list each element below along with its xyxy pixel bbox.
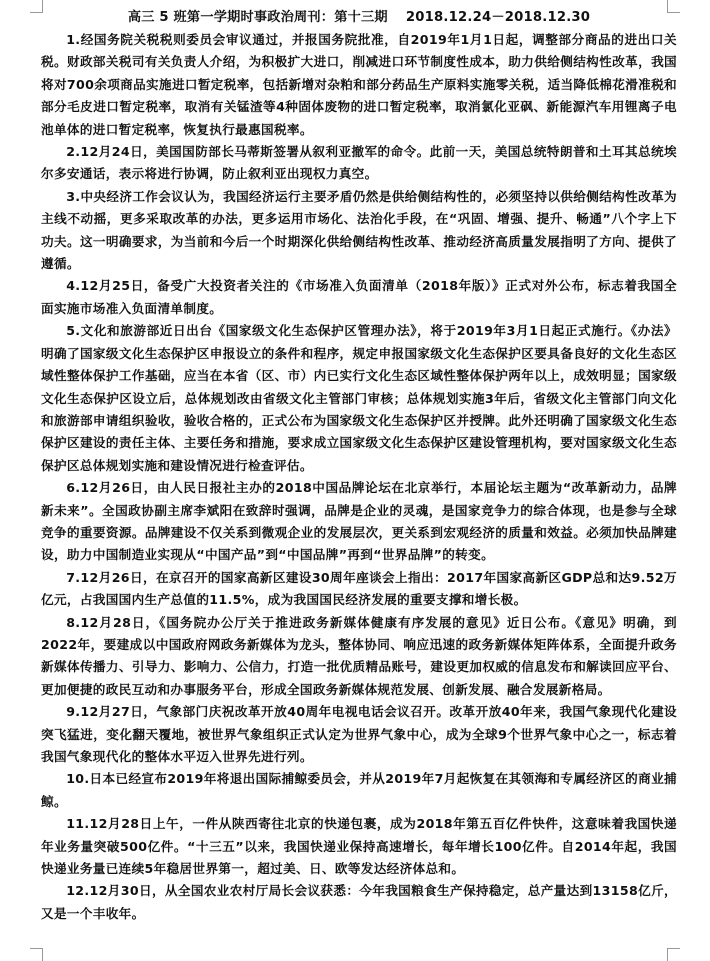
crop-mark-bottom-left [30,948,43,961]
news-item-3: 3.中央经济工作会议认为，我国经济运行主要矛盾仍然是供给侧结构性的，必须坚持以供给侧结构性改革为主线不动摇，更多采取改革的办法，更多运用市场化、法治化手段，在“巩固、增强、提升、畅通”八个字上下功夫。这一明确要求，为当前和今后一个时期深化供给侧结构性改革、推动经济高质量发展指明了方向、提供了遵循。 [41,188,677,272]
news-item-7: 7.12月26日，在京召开的国家高新区建设30周年座谈会上指出：2017年国家高新区GDP总和达9.52万亿元，占我国国内生产总值的11.5%，成为我国国民经济发展的重要支撑和增长极。 [41,569,677,608]
document-page [41,8,677,925]
news-item-10: 10.日本已经宣布2019年将退出国际捕鲸委员会，并从2019年7月起恢复在其领海和专属经济区的商业捕鲸。 [41,771,677,809]
news-item-6: 6.12月26日，由人民日报社主办的2018中国品牌论坛在北京举行，本届论坛主题为“改革新动力，品牌新未来”。全国政协副主席李斌阳在致辞时强调，品牌是企业的灵魂，是国家竞争力的综合体现，也是参与全球竞争的重要资源。品牌建设不仅关系到微观企业的发展层次，更关系到宏观经济的质量和效益。必须加快品牌建设，助力中国制造业实现从“中国产品”到“中国品牌”再到“世界品牌”的转变。 [41,480,677,563]
news-item-8: 8.12月28日，《国务院办公厅关于推进政务新媒体健康有序发展的意见》近日公布。《意见》明确，到2022年，要建成以中国政府网政务新媒体为龙头，整体协同、响应迅速的政务新媒体矩阵体系，全面提升政务新媒体传播力、引导力、影响力、公信力，打造一批优质精品账号，建设更加权威的信息发布和解读回应平台、更加便捷的政民互动和办事服务平台，形成全国政务新媒体规范发展、创新发展、融合发展新格局。 [41,614,677,697]
news-item-2: 2.12月24日，美国国防部长马蒂斯签署从叙利亚撤军的命令。此前一天，美国总统特朗普和土耳其总统埃尔多安通话，表示将进行协调，防止叙利亚出现权力真空。 [41,144,677,182]
news-item-12: 12.12月30日，从全国农业农村厅局长会议获悉：今年我国粮食生产保持稳定，总产量达到13158亿斤，又是一个丰收年。 [41,883,677,921]
news-item-11: 11.12月28日上午，一件从陕西寄往北京的快递包裹，成为2018年第五百亿件快件，这意味着我国快递年业务量突破500亿件。“十三五”以来，我国快递业保持高速增长，每年增长100亿件。自2014年起，我国快递业务量已连续5年稳居世界第一，超过美、日、欧等发达经济体总和。 [41,816,677,877]
news-item-5: 5.文化和旅游部近日出台《国家级文化生态保护区管理办法》，将于2019年3月1日起正式施行。《办法》明确了国家级文化生态保护区申报设立的条件和程序，规定申报国家级文化生态保护区要具备良好的文化生态区域性整体保护工作基础，应当在本省（区、市）内已实行文化生态区域性整体保护两年以上，成效明显；国家级文化生态保护区设立后，总体规划改由省级文化主管部门审核；总体规划实施3年后，省级文化主管部门向文化和旅游部申请组织验收，验收合格的，正式公布为国家级文化生态保护区并授牌。此外还明确了国家级文化生态保护区建设的责任主体、主要任务和措施，要求成立国家级文化生态保护区建设管理机构，要对国家级文化生态保护区总体规划实施和建设情况进行检查评估。 [41,323,677,473]
news-item-4: 4.12月25日，备受广大投资者关注的《市场准入负面清单（2018年版）》正式对外公布，标志着我国全面实施市场准入负面清单制度。 [41,278,677,316]
news-item-9: 9.12月27日，气象部门庆祝改革开放40周年电视电话会议召开。改革开放40年来，我国气象现代化建设突飞猛进，变化翻天覆地，被世界气象组织正式认定为世界气象中心，成为全球9个世界气象中心之一，标志着我国气象现代化的整体水平迈入世界先进行列。 [41,704,677,764]
news-item-1: 1.经国务院关税税则委员会审议通过，并报国务院批准，自2019年1月1日起，调整部分商品的进出口关税。财政部关税司有关负责人介绍，为积极扩大进口，削减进口环节制度性成本，助力供给侧结构性改革，我国将对700余项商品实施进口暂定税率，包括新增对杂粕和部分药品生产原料实施零关税，适当降低棉花滑准税和部分毛皮进口暂定税率，取消有关锰渣等4种固体废物的进口暂定税率，取消氯化亚砜、新能源汽车用锂离子电池单体的进口暂定税率，恢复执行最惠国税率。 [41,32,677,137]
page-title: 高三 5 班第一学期时事政治周刊：第十三期 2018.12.24－2018.12.30 [127,10,591,25]
crop-mark-bottom-right [667,948,680,961]
